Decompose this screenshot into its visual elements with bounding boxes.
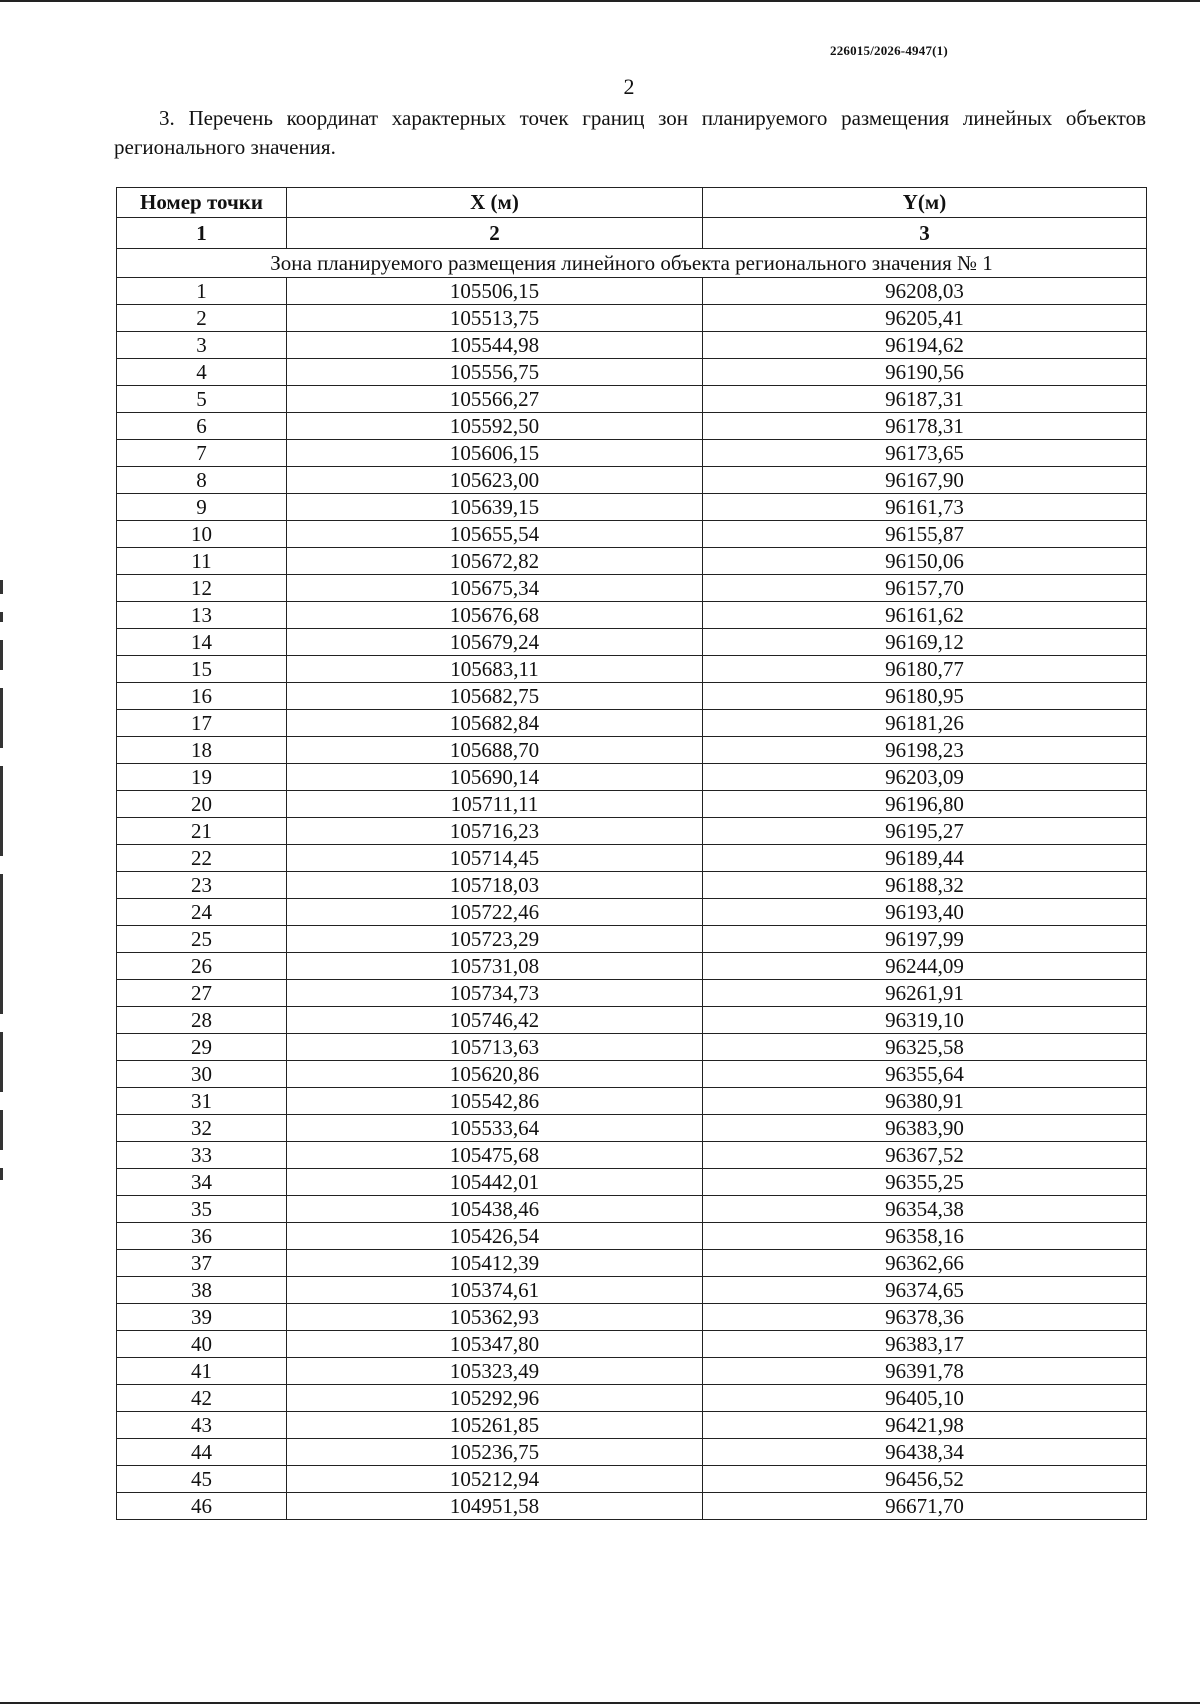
x-coordinate-cell: 105412,39 <box>287 1250 703 1277</box>
document-id: 226015/2026-4947(1) <box>830 43 948 58</box>
y-coordinate-cell: 96195,27 <box>703 818 1147 845</box>
table-row <box>117 494 1147 521</box>
y-coordinate-cell: 96189,44 <box>703 845 1147 872</box>
table-row <box>117 926 1147 953</box>
scan-edge-marks <box>0 580 4 1198</box>
x-coordinate-cell: 105533,64 <box>287 1115 703 1142</box>
x-coordinate-cell: 105734,73 <box>287 980 703 1007</box>
y-coordinate-cell: 96671,70 <box>703 1493 1147 1520</box>
column-number: 3 <box>703 218 1147 249</box>
point-number-cell: 17 <box>117 710 287 737</box>
table-row <box>117 521 1147 548</box>
x-coordinate-cell: 105690,14 <box>287 764 703 791</box>
point-number-cell: 42 <box>117 1385 287 1412</box>
point-number-cell: 38 <box>117 1277 287 1304</box>
x-coordinate-cell: 105718,03 <box>287 872 703 899</box>
column-header-x: X (м) <box>287 188 703 218</box>
x-coordinate-cell: 105714,45 <box>287 845 703 872</box>
point-number-cell: 4 <box>117 359 287 386</box>
table-row <box>117 1115 1147 1142</box>
point-number-cell: 15 <box>117 656 287 683</box>
x-coordinate-cell: 105620,86 <box>287 1061 703 1088</box>
point-number-cell: 32 <box>117 1115 287 1142</box>
y-coordinate-cell: 96180,95 <box>703 683 1147 710</box>
table-row <box>117 359 1147 386</box>
x-coordinate-cell: 105746,42 <box>287 1007 703 1034</box>
x-coordinate-cell: 105475,68 <box>287 1142 703 1169</box>
x-coordinate-cell: 105713,63 <box>287 1034 703 1061</box>
table-row <box>117 278 1147 305</box>
x-coordinate-cell: 105426,54 <box>287 1223 703 1250</box>
point-number-cell: 30 <box>117 1061 287 1088</box>
y-coordinate-cell: 96355,64 <box>703 1061 1147 1088</box>
x-coordinate-cell: 105731,08 <box>287 953 703 980</box>
x-coordinate-cell: 105655,54 <box>287 521 703 548</box>
x-coordinate-cell: 105711,11 <box>287 791 703 818</box>
y-coordinate-cell: 96383,17 <box>703 1331 1147 1358</box>
x-coordinate-cell: 105716,23 <box>287 818 703 845</box>
x-coordinate-cell: 105374,61 <box>287 1277 703 1304</box>
table-row <box>117 656 1147 683</box>
point-number-cell: 18 <box>117 737 287 764</box>
y-coordinate-cell: 96193,40 <box>703 899 1147 926</box>
point-number-cell: 5 <box>117 386 287 413</box>
y-coordinate-cell: 96155,87 <box>703 521 1147 548</box>
table-row <box>117 467 1147 494</box>
table-row <box>117 1088 1147 1115</box>
point-number-cell: 20 <box>117 791 287 818</box>
column-number: 1 <box>117 218 287 249</box>
x-coordinate-cell: 105506,15 <box>287 278 703 305</box>
point-number-cell: 8 <box>117 467 287 494</box>
y-coordinate-cell: 96380,91 <box>703 1088 1147 1115</box>
table-row <box>117 602 1147 629</box>
y-coordinate-cell: 96438,34 <box>703 1439 1147 1466</box>
table-row <box>117 1250 1147 1277</box>
x-coordinate-cell: 105542,86 <box>287 1088 703 1115</box>
point-number-cell: 27 <box>117 980 287 1007</box>
point-number-cell: 35 <box>117 1196 287 1223</box>
y-coordinate-cell: 96157,70 <box>703 575 1147 602</box>
y-coordinate-cell: 96355,25 <box>703 1169 1147 1196</box>
table-row <box>117 737 1147 764</box>
point-number-cell: 22 <box>117 845 287 872</box>
point-number-cell: 19 <box>117 764 287 791</box>
x-coordinate-cell: 105261,85 <box>287 1412 703 1439</box>
y-coordinate-cell: 96161,73 <box>703 494 1147 521</box>
table-row <box>117 899 1147 926</box>
x-coordinate-cell: 105513,75 <box>287 305 703 332</box>
x-coordinate-cell: 105688,70 <box>287 737 703 764</box>
table-row <box>117 980 1147 1007</box>
point-number-cell: 11 <box>117 548 287 575</box>
x-coordinate-cell: 105556,75 <box>287 359 703 386</box>
x-coordinate-cell: 105442,01 <box>287 1169 703 1196</box>
x-coordinate-cell: 104951,58 <box>287 1493 703 1520</box>
x-coordinate-cell: 105623,00 <box>287 467 703 494</box>
y-coordinate-cell: 96391,78 <box>703 1358 1147 1385</box>
point-number-cell: 31 <box>117 1088 287 1115</box>
point-number-cell: 37 <box>117 1250 287 1277</box>
x-coordinate-cell: 105682,84 <box>287 710 703 737</box>
table-row <box>117 1034 1147 1061</box>
x-coordinate-cell: 105675,34 <box>287 575 703 602</box>
y-coordinate-cell: 96150,06 <box>703 548 1147 575</box>
point-number-cell: 7 <box>117 440 287 467</box>
point-number-cell: 36 <box>117 1223 287 1250</box>
y-coordinate-cell: 96362,66 <box>703 1250 1147 1277</box>
x-coordinate-cell: 105347,80 <box>287 1331 703 1358</box>
table-row <box>117 710 1147 737</box>
table-row <box>117 764 1147 791</box>
y-coordinate-cell: 96354,38 <box>703 1196 1147 1223</box>
point-number-cell: 13 <box>117 602 287 629</box>
y-coordinate-cell: 96208,03 <box>703 278 1147 305</box>
point-number-cell: 25 <box>117 926 287 953</box>
y-coordinate-cell: 96358,16 <box>703 1223 1147 1250</box>
point-number-cell: 24 <box>117 899 287 926</box>
y-coordinate-cell: 96203,09 <box>703 764 1147 791</box>
x-coordinate-cell: 105639,15 <box>287 494 703 521</box>
bottom-scan-border <box>0 1702 1200 1704</box>
point-number-cell: 16 <box>117 683 287 710</box>
table-row <box>117 1223 1147 1250</box>
table-row <box>117 872 1147 899</box>
table-row <box>117 1412 1147 1439</box>
point-number-cell: 33 <box>117 1142 287 1169</box>
point-number-cell: 2 <box>117 305 287 332</box>
point-number-cell: 28 <box>117 1007 287 1034</box>
x-coordinate-cell: 105682,75 <box>287 683 703 710</box>
table-row <box>117 791 1147 818</box>
table-row <box>117 386 1147 413</box>
y-coordinate-cell: 96421,98 <box>703 1412 1147 1439</box>
table-row <box>117 1439 1147 1466</box>
table-row <box>117 548 1147 575</box>
y-coordinate-cell: 96167,90 <box>703 467 1147 494</box>
table-row <box>117 1196 1147 1223</box>
y-coordinate-cell: 96194,62 <box>703 332 1147 359</box>
table-row <box>117 1493 1147 1520</box>
section-heading: 3. Перечень координат характерных точек границ зон планируемого размещения линейных объектов регионального значения. <box>114 106 1146 159</box>
table-row <box>117 305 1147 332</box>
y-coordinate-cell: 96188,32 <box>703 872 1147 899</box>
x-coordinate-cell: 105323,49 <box>287 1358 703 1385</box>
y-coordinate-cell: 96196,80 <box>703 791 1147 818</box>
x-coordinate-cell: 105672,82 <box>287 548 703 575</box>
zone-title: Зона планируемого размещения линейного объекта регионального значения № 1 <box>117 249 1147 278</box>
x-coordinate-cell: 105292,96 <box>287 1385 703 1412</box>
y-coordinate-cell: 96205,41 <box>703 305 1147 332</box>
x-coordinate-cell: 105592,50 <box>287 413 703 440</box>
zone-title-row <box>117 249 1147 278</box>
point-number-cell: 3 <box>117 332 287 359</box>
x-coordinate-cell: 105723,29 <box>287 926 703 953</box>
y-coordinate-cell: 96173,65 <box>703 440 1147 467</box>
column-number: 2 <box>287 218 703 249</box>
table-row <box>117 440 1147 467</box>
point-number-cell: 23 <box>117 872 287 899</box>
point-number-cell: 40 <box>117 1331 287 1358</box>
y-coordinate-cell: 96456,52 <box>703 1466 1147 1493</box>
y-coordinate-cell: 96187,31 <box>703 386 1147 413</box>
coordinates-table <box>116 187 1147 1520</box>
x-coordinate-cell: 105236,75 <box>287 1439 703 1466</box>
point-number-cell: 29 <box>117 1034 287 1061</box>
table-row <box>117 1061 1147 1088</box>
y-coordinate-cell: 96378,36 <box>703 1304 1147 1331</box>
point-number-cell: 14 <box>117 629 287 656</box>
point-number-cell: 43 <box>117 1412 287 1439</box>
y-coordinate-cell: 96405,10 <box>703 1385 1147 1412</box>
y-coordinate-cell: 96161,62 <box>703 602 1147 629</box>
point-number-cell: 12 <box>117 575 287 602</box>
table-row <box>117 953 1147 980</box>
table-row <box>117 1169 1147 1196</box>
table-row <box>117 575 1147 602</box>
y-coordinate-cell: 96374,65 <box>703 1277 1147 1304</box>
table-row <box>117 332 1147 359</box>
x-coordinate-cell: 105606,15 <box>287 440 703 467</box>
table-row <box>117 1277 1147 1304</box>
y-coordinate-cell: 96198,23 <box>703 737 1147 764</box>
y-coordinate-cell: 96178,31 <box>703 413 1147 440</box>
point-number-cell: 39 <box>117 1304 287 1331</box>
point-number-cell: 9 <box>117 494 287 521</box>
x-coordinate-cell: 105679,24 <box>287 629 703 656</box>
point-number-cell: 10 <box>117 521 287 548</box>
y-coordinate-cell: 96169,12 <box>703 629 1147 656</box>
y-coordinate-cell: 96190,56 <box>703 359 1147 386</box>
x-coordinate-cell: 105676,68 <box>287 602 703 629</box>
point-number-cell: 21 <box>117 818 287 845</box>
point-number-cell: 26 <box>117 953 287 980</box>
y-coordinate-cell: 96180,77 <box>703 656 1147 683</box>
table-row <box>117 629 1147 656</box>
table-row <box>117 413 1147 440</box>
table-row <box>117 818 1147 845</box>
point-number-cell: 6 <box>117 413 287 440</box>
point-number-cell: 1 <box>117 278 287 305</box>
x-coordinate-cell: 105566,27 <box>287 386 703 413</box>
page-number: 2 <box>623 74 635 99</box>
column-number-row <box>117 218 1147 249</box>
x-coordinate-cell: 105438,46 <box>287 1196 703 1223</box>
table-row <box>117 1304 1147 1331</box>
x-coordinate-cell: 105362,93 <box>287 1304 703 1331</box>
column-header-y: Y(м) <box>703 188 1147 218</box>
y-coordinate-cell: 96325,58 <box>703 1034 1147 1061</box>
table-row <box>117 1331 1147 1358</box>
y-coordinate-cell: 96197,99 <box>703 926 1147 953</box>
column-header-point-number: Номер точки <box>117 188 287 218</box>
y-coordinate-cell: 96383,90 <box>703 1115 1147 1142</box>
y-coordinate-cell: 96367,52 <box>703 1142 1147 1169</box>
x-coordinate-cell: 105544,98 <box>287 332 703 359</box>
table-row <box>117 845 1147 872</box>
x-coordinate-cell: 105212,94 <box>287 1466 703 1493</box>
table-row <box>117 1466 1147 1493</box>
y-coordinate-cell: 96319,10 <box>703 1007 1147 1034</box>
table-row <box>117 1385 1147 1412</box>
table-row <box>117 1358 1147 1385</box>
table-row <box>117 1142 1147 1169</box>
x-coordinate-cell: 105722,46 <box>287 899 703 926</box>
table-row <box>117 1007 1147 1034</box>
point-number-cell: 41 <box>117 1358 287 1385</box>
y-coordinate-cell: 96244,09 <box>703 953 1147 980</box>
y-coordinate-cell: 96261,91 <box>703 980 1147 1007</box>
point-number-cell: 34 <box>117 1169 287 1196</box>
point-number-cell: 44 <box>117 1439 287 1466</box>
point-number-cell: 46 <box>117 1493 287 1520</box>
x-coordinate-cell: 105683,11 <box>287 656 703 683</box>
table-header-row <box>117 188 1147 218</box>
top-scan-border <box>0 0 1200 2</box>
point-number-cell: 45 <box>117 1466 287 1493</box>
table-row <box>117 683 1147 710</box>
y-coordinate-cell: 96181,26 <box>703 710 1147 737</box>
